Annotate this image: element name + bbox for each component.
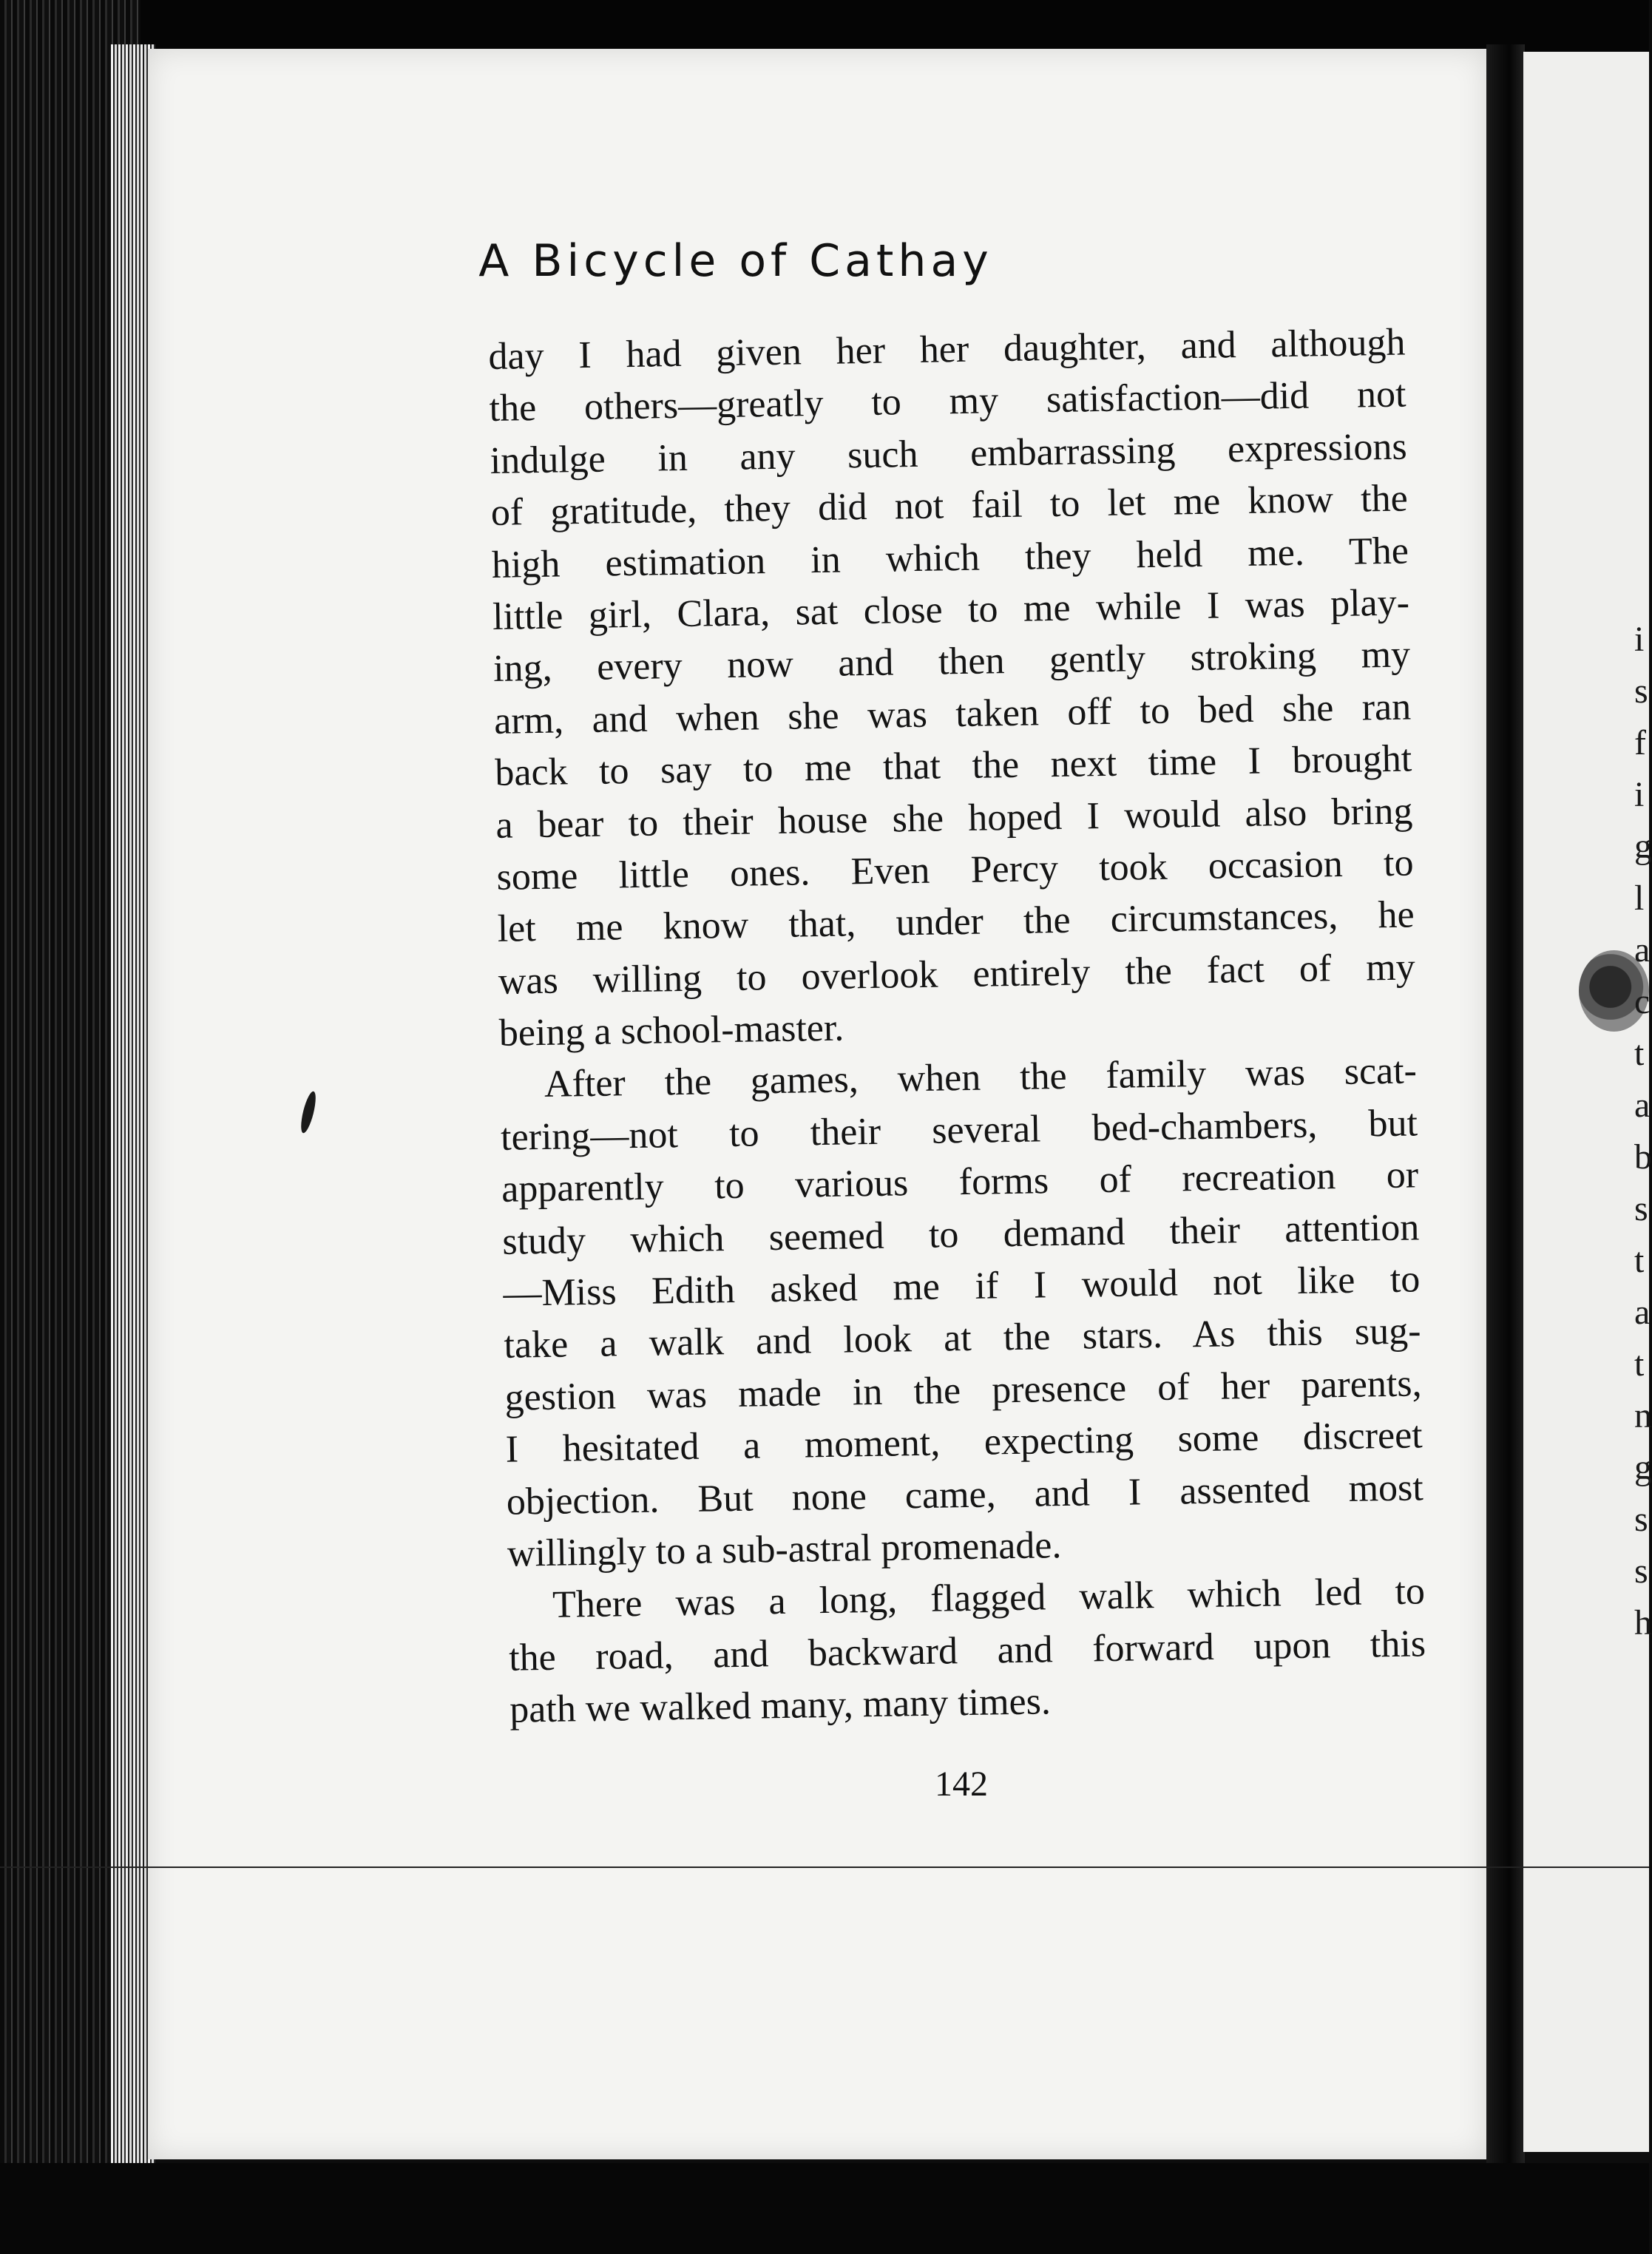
adjacent-letter: l (1634, 879, 1645, 918)
text-line: day I had given her her daughter, and although (488, 321, 1406, 378)
adjacent-letter: c (1634, 982, 1651, 1021)
text-line: apparently to various forms of recreation or (501, 1154, 1419, 1211)
adjacent-letter: f (1634, 723, 1646, 762)
adjacent-letter: h (1634, 1603, 1652, 1642)
text-line: being a school-master. (498, 1006, 844, 1055)
adjacent-letter: i (1634, 620, 1645, 659)
text-line: little girl, Clara, sat close to me while I was play- (492, 581, 1410, 638)
adjacent-letter: a (1634, 1086, 1651, 1125)
text-line: a bear to their house she hoped I would also bring (495, 789, 1413, 847)
adjacent-letter: g (1634, 1448, 1652, 1487)
scan-bottom-border (0, 2163, 1649, 2254)
adjacent-letter: b (1634, 1137, 1652, 1177)
text-line: take a walk and look at the stars. As this sug- (504, 1310, 1421, 1367)
text-line: was willing to overlook entirely the fact of my (498, 946, 1416, 1003)
text-line: I hesitated a moment, expecting some discreet (505, 1414, 1424, 1472)
page-number: 142 (935, 1764, 988, 1804)
text-line: let me know that, under the circumstances, he (497, 893, 1415, 951)
text-line: tering—not to their several bed-chambers, but (500, 1102, 1418, 1159)
text-line: arm, and when she was taken off to bed she ran (493, 686, 1412, 742)
text-line: objection. But none came, and I assented most (506, 1466, 1424, 1523)
adjacent-letter: t (1634, 1241, 1645, 1280)
text-line: of gratitude, they did not fail to let me know the (490, 477, 1409, 535)
adjacent-letter: s (1634, 1189, 1648, 1228)
adjacent-letter: n (1634, 1396, 1652, 1435)
text-line: the others—greatly to my satisfaction—did not (489, 373, 1406, 430)
text-line: After the games, when the family was scat- (544, 1049, 1418, 1106)
book-gutter (1486, 44, 1525, 2167)
adjacent-letter: s (1634, 1500, 1648, 1539)
text-line: path we walked many, many times. (509, 1680, 1052, 1731)
adjacent-page-text (1634, 614, 1652, 1649)
body-text (488, 317, 1427, 1737)
adjacent-letter: s (1634, 1551, 1648, 1591)
scan-top-border (0, 0, 1649, 53)
adjacent-letter: i (1634, 775, 1645, 814)
adjacent-letter: a (1634, 1293, 1651, 1332)
text-line: willingly to a sub-astral promenade. (507, 1524, 1062, 1575)
adjacent-letter: g (1634, 827, 1652, 866)
text-line: study which seemed to demand their attention (501, 1206, 1420, 1263)
adjacent-letter: t (1634, 1344, 1645, 1384)
text-line: the road, and backward and forward upon this (508, 1622, 1426, 1679)
adjacent-letter: s (1634, 671, 1648, 711)
text-line: There was a long, flagged walk which led to (552, 1570, 1426, 1627)
adjacent-letter: t (1634, 1034, 1645, 1073)
running-head: A Bicycle of Cathay (478, 235, 993, 287)
text-line: gestion was made in the presence of her parents, (504, 1362, 1422, 1419)
text-line: some little ones. Even Percy took occasion to (496, 842, 1414, 898)
text-line: —Miss Edith asked me if I would not like to (502, 1258, 1421, 1315)
scan-fold-line (0, 1867, 1649, 1868)
text-line: high estimation in which they held me. The (491, 529, 1409, 586)
adjacent-page (1523, 52, 1652, 2152)
text-line: back to say to me that the next time I brought (494, 737, 1412, 795)
text-line: indulge in any such embarrassing expressions (490, 425, 1408, 482)
adjacent-letter: a (1634, 930, 1651, 969)
text-line: ing, every now and then gently stroking my (492, 633, 1411, 691)
